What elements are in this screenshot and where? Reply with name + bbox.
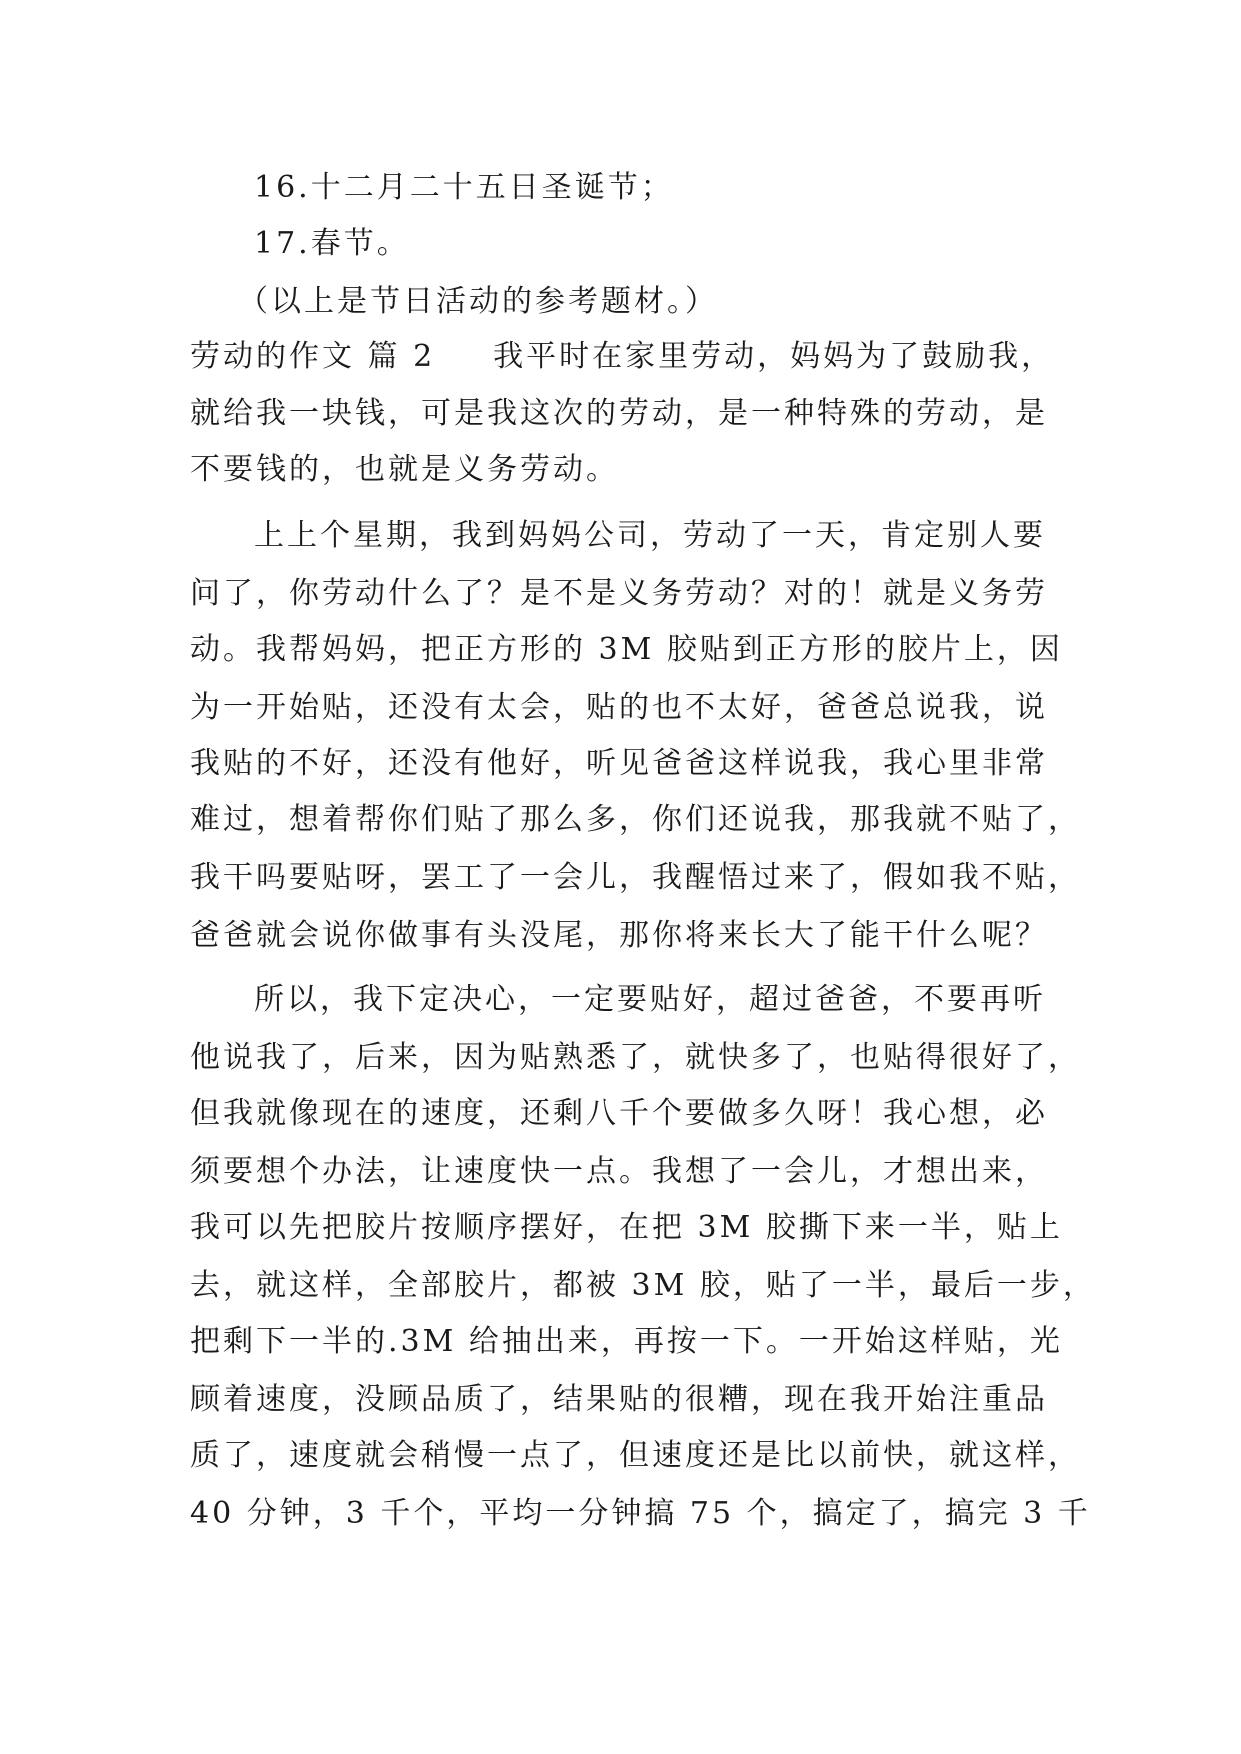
paragraph-2-line-6: 难过，想着帮你们贴了那么多，你们还说我，那我就不贴了， [190,802,1081,837]
paragraph-3-line-3: 但我就像现在的速度，还剩八千个要做多久呀！我心想，必 [190,1096,1048,1131]
paragraph-3-line-5: 我可以先把胶片按顺序摆好，在把 3M 胶撕下来一半，贴上 [190,1210,1063,1245]
paragraph-3-line-2: 他说我了，后来，因为贴熟悉了，就快多了，也贴得很好了， [190,1040,1081,1075]
paragraph-2-line-3: 动。我帮妈妈，把正方形的 3M 胶贴到正方形的胶片上，因 [190,632,1063,667]
list-item-16: 16.十二月二十五日圣诞节； [254,170,674,205]
paragraph-3-line-1: 所以，我下定决心，一定要贴好，超过爸爸，不要再听 [254,982,1046,1017]
paragraph-1-line-1: 我平时在家里劳动，妈妈为了鼓励我， [493,339,1055,374]
paragraph-1-line-2: 就给我一块钱，可是我这次的劳动，是一种特殊的劳动，是 [190,396,1048,431]
reference-note: （以上是节日活动的参考题材。） [238,284,718,319]
paragraph-3-line-6: 去，就这样，全部胶片，都被 3M 胶，贴了一半，最后一步， [190,1268,1096,1303]
paragraph-2-line-7: 我干吗要贴呀，罢工了一会儿，我醒悟过来了，假如我不贴， [190,860,1081,895]
paragraph-3-line-10: 40 分钟，3 千个，平均一分钟搞 75 个，搞定了，搞完 3 千 [190,1496,1091,1531]
paragraph-3-line-9: 质了，速度就会稍慢一点了，但速度还是比以前快，就这样， [190,1438,1081,1473]
paragraph-3-line-8: 顾着速度，没顾品质了，结果贴的很糟，现在我开始注重品 [190,1382,1048,1417]
paragraph-2-line-1: 上上个星期，我到妈妈公司，劳动了一天，肯定别人要 [254,518,1046,553]
paragraph-3-line-4: 须要想个办法，让速度快一点。我想了一会儿，才想出来， [190,1154,1048,1189]
paragraph-3-line-7: 把剩下一半的.3M 给抽出来，再按一下。一开始这样贴，光 [190,1324,1063,1359]
paragraph-2-line-8: 爸爸就会说你做事有头没尾，那你将来长大了能干什么呢？ [190,918,1048,953]
paragraph-2-line-2: 问了，你劳动什么了？是不是义务劳动？对的！就是义务劳 [190,576,1048,611]
paragraph-2-line-5: 我贴的不好，还没有他好，听见爸爸这样说我，我心里非常 [190,746,1048,781]
essay-heading-line [190,337,1054,377]
essay-heading: 劳动的作文 篇 2 [190,339,436,374]
list-item-17: 17.春节。 [254,226,410,261]
paragraph-1-line-3: 不要钱的，也就是义务劳动。 [190,452,619,487]
paragraph-2-line-4: 为一开始贴，还没有太会，贴的也不太好，爸爸总说我，说 [190,690,1048,725]
